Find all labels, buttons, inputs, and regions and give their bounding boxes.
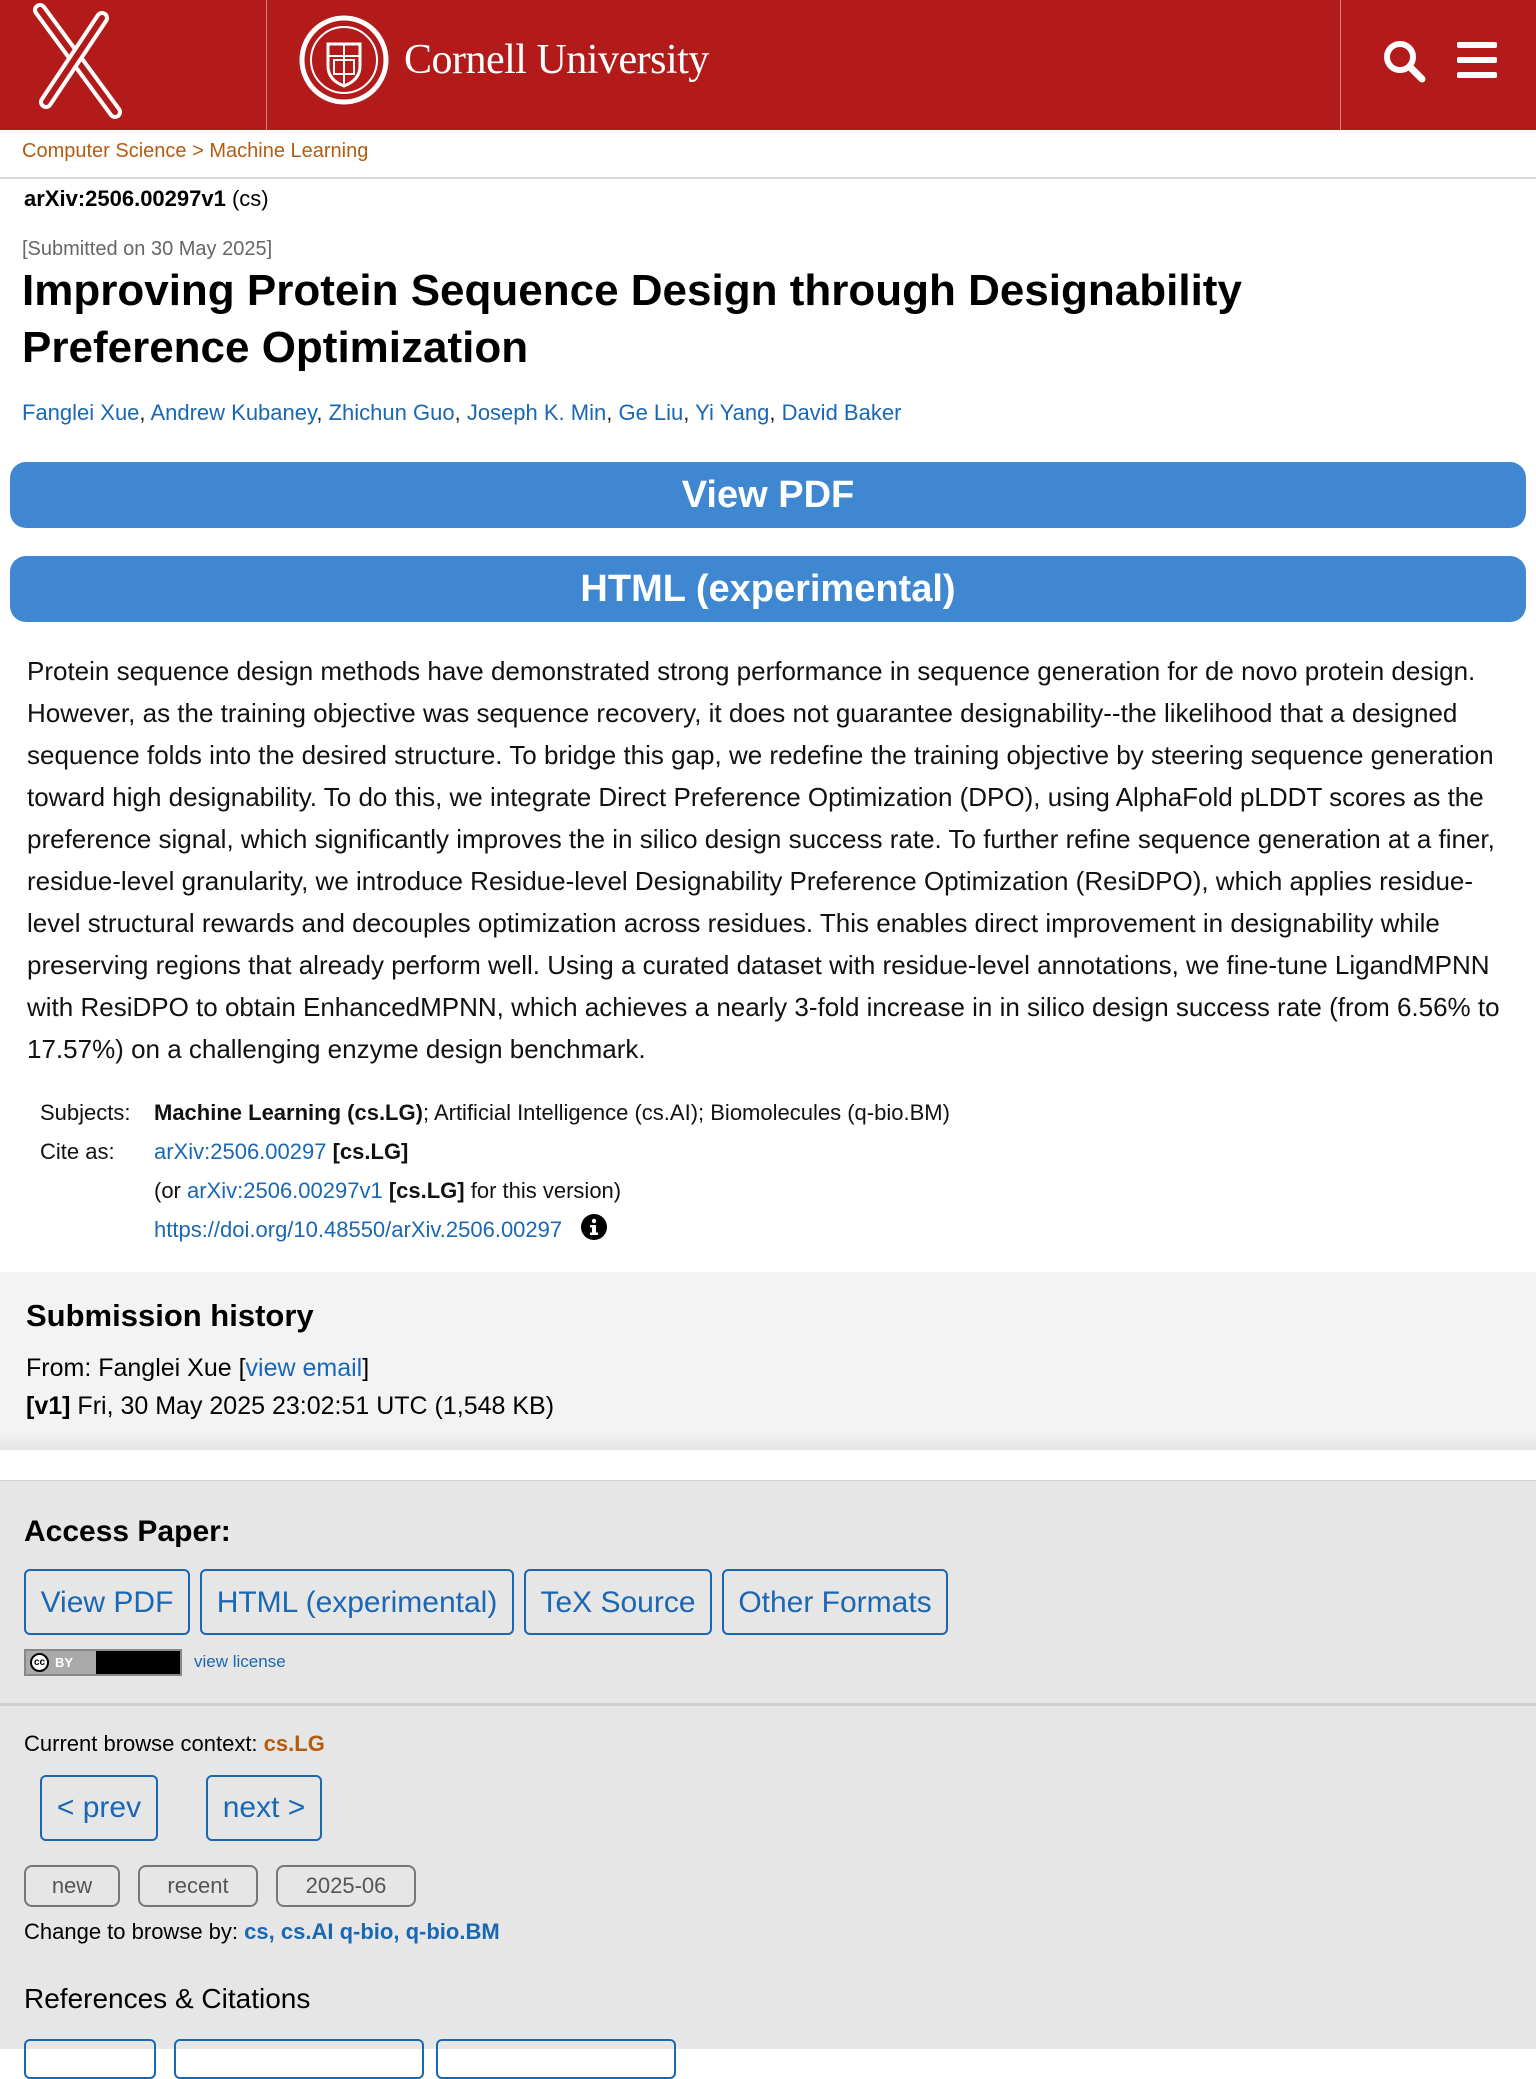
arxiv-id-category: (cs) (231, 186, 269, 211)
format-tex-source-button[interactable]: TeX Source (524, 1569, 712, 1635)
cc-by-license-badge[interactable] (24, 1649, 182, 1676)
browse-new-button[interactable]: new (24, 1865, 120, 1907)
author-link[interactable]: David Baker (781, 400, 902, 425)
submitter-suffix: ] (362, 1354, 370, 1382)
author-link[interactable]: Joseph K. Min (466, 400, 607, 425)
submission-history-panel (0, 1272, 1536, 1450)
prev-button[interactable]: < prev (40, 1775, 158, 1841)
search-icon[interactable] (1381, 38, 1427, 89)
author-link[interactable]: Zhichun Guo (328, 400, 455, 425)
metadata-table (40, 1093, 950, 1253)
author-link[interactable]: Andrew Kubaney (150, 400, 317, 425)
access-paper-heading: Access Paper: (24, 1515, 231, 1548)
browse-month-button[interactable]: 2025-06 (276, 1865, 416, 1907)
cite-category: [cs.LG] (332, 1139, 409, 1164)
header-actions (1340, 0, 1536, 130)
breadcrumb-machine-learning[interactable]: Machine Learning (209, 140, 369, 162)
university-name: Cornell University (404, 37, 709, 83)
doi-row (40, 1210, 950, 1253)
reference-service-button[interactable] (174, 2039, 424, 2079)
menu-icon[interactable] (1455, 40, 1499, 85)
cc-icon: cc (30, 1653, 49, 1672)
change-browse-label: Change to browse by: (24, 1919, 245, 1944)
submission-history-heading: Submission history (26, 1298, 314, 1333)
breadcrumb-separator: > (192, 140, 204, 162)
html-experimental-button[interactable]: HTML (experimental) (10, 556, 1526, 622)
breadcrumb-divider (0, 177, 1536, 179)
doi-link[interactable]: https://doi.org/10.48550/arXiv.2506.00297 (154, 1217, 563, 1242)
arxiv-logo[interactable] (0, 0, 267, 130)
references-citations-heading: References & Citations (24, 1983, 311, 2014)
subjects-row (40, 1093, 950, 1132)
author-link[interactable]: Fanglei Xue (22, 400, 140, 425)
browse-context-value: cs.LG (263, 1731, 325, 1756)
other-subjects: ; Artificial Intelligence (cs.AI); Biomolecules (q-bio.BM) (422, 1100, 950, 1125)
arxiv-id (24, 186, 269, 212)
version-prefix: (or (154, 1178, 187, 1203)
subjects-label: Subjects: (40, 1100, 131, 1125)
submission-date: [Submitted on 30 May 2025] (22, 238, 273, 260)
view-license-link[interactable]: view license (194, 1652, 286, 1671)
cite-arxiv-link[interactable]: arXiv:2506.00297 (154, 1139, 327, 1164)
submitter (26, 1354, 369, 1383)
version-category: [cs.LG] (388, 1178, 465, 1203)
browse-context (24, 1731, 325, 1757)
author-link[interactable]: Ge Liu (618, 400, 684, 425)
browse-recent-button[interactable]: recent (138, 1865, 258, 1907)
version-cite-row (40, 1171, 950, 1210)
cornell-seal-icon (298, 14, 390, 106)
version-entry (26, 1392, 554, 1421)
site-header (0, 0, 1536, 130)
browse-context-label: Current browse context: (24, 1731, 264, 1756)
browse-q-bio-bm-link[interactable]: q-bio.BM (405, 1919, 500, 1944)
author-link[interactable]: Yi Yang (695, 400, 770, 425)
cite-label: Cite as: (40, 1139, 115, 1164)
format-html-button[interactable]: HTML (experimental) (200, 1569, 514, 1635)
submitter-prefix: From: Fanglei Xue [ (26, 1354, 246, 1382)
reference-service-button[interactable] (436, 2039, 676, 2079)
primary-subject: Machine Learning (cs.LG) (154, 1100, 423, 1125)
access-divider (0, 1703, 1536, 1706)
breadcrumb (22, 140, 368, 163)
view-pdf-button[interactable]: View PDF (10, 462, 1526, 528)
browse-cs-ai-link[interactable]: cs.AI (280, 1919, 334, 1944)
cornell-logo[interactable] (298, 14, 709, 106)
cc-by-label: BY (55, 1655, 74, 1670)
version-arxiv-link[interactable]: arXiv:2506.00297v1 (187, 1178, 383, 1203)
breadcrumb-computer-science[interactable]: Computer Science (22, 140, 187, 162)
access-paper-panel (0, 1480, 1536, 2049)
version-tag[interactable]: [v1] (26, 1392, 71, 1420)
view-email-link[interactable]: view email (245, 1354, 363, 1382)
arxiv-id-value: arXiv:2506.00297v1 (24, 186, 226, 211)
browse-cs-link[interactable]: cs, (244, 1919, 275, 1944)
cite-row (40, 1132, 950, 1171)
reference-service-button[interactable] (24, 2039, 156, 2079)
version-detail: Fri, 30 May 2025 23:02:51 UTC (1,548 KB) (77, 1392, 555, 1420)
browse-q-bio-link[interactable]: q-bio, (339, 1919, 400, 1944)
abstract-text: Protein sequence design methods have demonstrated strong performance in sequence generation for de novo protein design. However, as the training objective was sequence recovery, it does not guarantee designability--the likelihood that a designed sequence folds into the desired structure. To bridge this gap, we redefine the training objective by steering sequence generation toward high designability. To do this, we integrate Direct Preference Optimization (DPO), using AlphaFold pLDDT scores as the preference signal, which significantly improves the in silico design success rate. To further refine sequence generation at a finer, residue-level granularity, we introduce Residue-level Designability Preference Optimization (ResiDPO), which applies residue-level structural rewards and decouples optimization across residues. This enables direct improvement in designability while preserving regions that already perform well. Using a curated dataset with residue-level annotations, we fine-tune LigandMPNN with ResiDPO to obtain EnhancedMPNN, which achieves a nearly 3-fold increase in in silico design success rate (from 6.56% to 17.57%) on a challenging enzyme design benchmark. (27, 656, 1500, 1064)
format-view-pdf-button[interactable]: View PDF (24, 1569, 190, 1635)
change-browse-by (24, 1919, 500, 1945)
info-icon[interactable] (580, 1213, 608, 1253)
arxiv-x-icon (0, 0, 266, 130)
format-other-button[interactable]: Other Formats (722, 1569, 948, 1635)
paper-title: Improving Protein Sequence Design through Designability Preference Optimization (22, 266, 1242, 372)
author-list: Fanglei Xue, Andrew Kubaney, Zhichun Guo, Joseph K. Min, Ge Liu, Yi Yang, David Baker (22, 400, 902, 425)
version-suffix: for this version) (464, 1178, 622, 1203)
next-button[interactable]: next > (206, 1775, 322, 1841)
